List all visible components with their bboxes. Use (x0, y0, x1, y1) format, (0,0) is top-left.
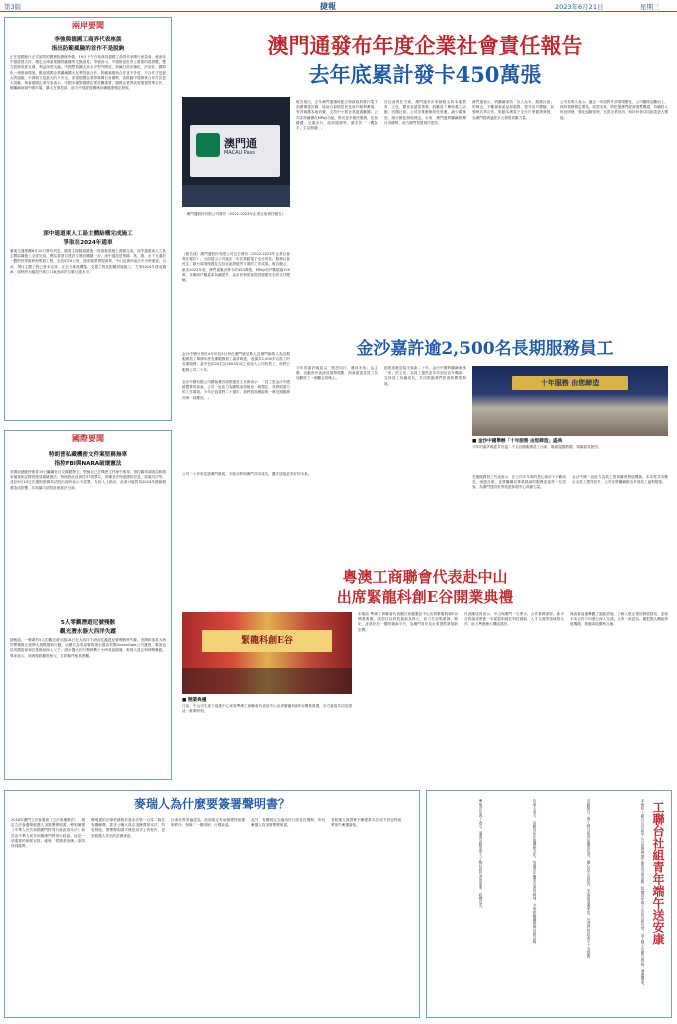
article-headline: 觀光潛水器大西洋失蹤 (60, 629, 116, 635)
article-body: 美國前總統特朗普19日繼續在社交媒體發文，堅稱自己在機密文件案中無辜，指控聯邦調查局和國家檔案和記錄管理局破壞憲法。特朗普此前被控37項罪名，涉嫌非法保留國防信息、妨礙司法等，並於6月13日在邁阿密聯邦法院出庭時表示不認罪。分析人士指出，此案可能對其2024年總統競選造成影響，共和黨內部對此案看法分歧。 (10, 470, 166, 490)
news-box-declaration (4, 790, 420, 1018)
gd-body: 本報訊 粵澳工商聯會代表團日前應邀赴中山出席緊龍科創E谷開業典禮。該項目以科技創新為核心，致力打造集研發、孵化、產業化於一體的創新平台，為澳門青年及企業提供發展新空間。 (358, 612, 458, 632)
bottom-body: 社會各界普遍認為，此項規定有助維護特區憲制秩序，保障「一國兩制」行穩致遠。 (171, 818, 245, 828)
section-title: 兩岸要聞 (72, 20, 104, 30)
vertical-headline: 工聯台社組青年端午送安康 (651, 801, 665, 945)
issue-date: 2023年6月21日 (555, 3, 604, 11)
main-photo-caption: 澳門通股份有限公司發布《2022-2023年企業社會責任報告》 (186, 212, 286, 216)
sands-body: 公司二十年來見證澳門發展，今後亦將與澳門共同成長，攜手迎接更美好的未來。 (182, 472, 312, 476)
main-article-column: 報告指出，去年澳門通積極配合特區政府推行電子消費優惠計劃，協助合資格居民及商戶順利參與，有效刺激本地消費，支持中小微企業渡過難關。公司亦持續優化MPay功能，推出更多便民服務，包括繳費、交通出行、政府服務等，讓市民「一機在手，生活無憂」。 (296, 100, 378, 131)
section-title: 國際要聞 (72, 433, 104, 443)
article-headline: 5人零觀潛遊尼號殘骸 (60, 620, 116, 626)
sands-body: 創建成就迎接未來新二十年，金沙中國將繼續秉承「家」的文化，為員工提供更多培訓及晉升機會，支持員工持續成長，共同推動澳門旅遊休閒業發展。 (384, 366, 466, 386)
photo-logo-en: MACAU Pass (224, 150, 255, 156)
article-headline: 爭取在2024年通車 (63, 240, 113, 246)
page-header (0, 0, 677, 12)
article-headline: 深中通道東人工島主體結構完成施工 (43, 231, 133, 237)
bottom-body: 2016年澳門立法會通過《立法會選舉法》，規定立法會選舉候選人須簽署聲明書，聲明擁護《中華人民共和國澳門特別行政區基本法》和效忠中華人民共和國澳門特別行政區。這是一項重要的制度安排，確保「愛國者治澳」原則得到落實。 (11, 818, 85, 849)
sands-group-photo (472, 366, 668, 436)
masthead: 捷報 (320, 1, 336, 11)
bottom-body: 若候選人被證實不擁護基本法或不效忠特區，將喪失參選資格。 (331, 818, 405, 828)
vertical-body: 參與青年義工表示，通過活動更深入了解社區長者的需要，收穫良多。 (479, 799, 483, 911)
article-body: 正在德國進行正式訪問的國務院總理李強，19日下午在柏林同德國工商界代表舉行座談會，就深化中德經貿合作、穩定全球產業鏈供應鏈等交換意見。李強表示，中德都是世界上重要的經濟體，雙方經濟高度互補，利益深度交融。中國堅持擴大高水平對外開放，持續打造市場化、法治化、國際化一流營商環境，歡迎德國企業繼續擴大在華投資合作。防範風險與合作並不矛盾，不合作才是最大的風險，不發展才是最大的不安全。希望德國企業界發揮自身優勢，為推動中德務實合作作出更大貢獻。與會德國企業代表表示，中國市場對德國企業至關重要，德國企業界高度重視對華合作，願繼續深耕中國市場，擴大在華投資，助力中德經貿關係持續健康穩定發展。 (10, 55, 166, 91)
main-article-column: 在社會責任方面，澳門通多年來積極支持本地教育、文化、體育及慈善事業，鼓勵員工參與義工活動，回饋社會。公司亦推動無紙化營運，減少碳排放，踐行綠色發展理念。未來，澳門通將繼續發揮自身優勢，助力澳門智慧城市建設。 (384, 100, 466, 125)
gd-photo-caption-title: ■ 開業典禮 (182, 698, 207, 703)
article-headline: 指控FBI與NARA破壞憲法 (54, 461, 122, 467)
page-number: 第3版 (4, 3, 22, 11)
main-article-column: 公司負責人表示，過去一年面對外部環境變化，公司團隊迎難而上，保持業務穩定增長。展望未來，將把握澳門經濟復甦機遇，持續投入科技研發，強化風險管理，完善企業管治，與持份者共同創造更大價值。 (560, 100, 668, 120)
bottom-headline: 麥瑞人為什麼要簽署聲明書？ (133, 797, 290, 811)
sands-body: 金沙中國一直致力為員工提供職業發展機會，本年度共有數百名員工獲得晉升，公司亦將繼續推出多項員工福利措施。 (572, 475, 668, 485)
news-box-cross-strait (4, 17, 172, 421)
main-headline-line1: 澳門通發布年度企業社會責任報告 (267, 33, 583, 58)
photo-logo-text: 澳門通 (224, 137, 257, 150)
photo-banner: 十年服務 由您締造 (512, 376, 628, 390)
main-photo (182, 97, 290, 207)
article-body: 據報道，一艘載有5人的觀光潛水器18日在大西洋下潛前往鐵達尼號殘骸時失聯。美國和加拿大海岸警衛隊正展開大規模搜救行動。這艘名為泰坦號的潛水器由美國OceanGate公司運營，乘客包括英國富商和巴基斯坦商人父子。潛水器大約只剩餘數十小時氧氣儲備，救援人員正與時間賽跑。專家表示，深海搜救難度極大，打撈條件極其困難。 (10, 638, 166, 658)
main-article-column: 澳門通表示，將繼續秉持「以人為本、服務社會」的理念，不斷創新產品和服務，提升用戶體驗，加強與各界合作，推動本澳電子支付行業健康發展，為澳門經濟適度多元發展貢獻力量。 (472, 100, 554, 120)
gd-body: 與會嘉賓還參觀了園區設施，了解入駐企業的發展情況，並就未來合作方向進行深入交流。大家一致認為，應把握大灣區發展機遇，推動兩地優勢互補。 (570, 612, 668, 627)
issue-weekday: 星期三 (640, 3, 660, 11)
sands-photo-caption: 今年的嘉許晚宴共有逾二千名長期服務員工出席，場面溫馨熱鬧，現場氣氛熱烈。 (472, 445, 602, 449)
gd-headline-line1: 粵澳工商聯會代表赴中山 (342, 568, 508, 586)
vertical-body: 活動當日，義工們分組探訪獨居長者，關心其生活狀況，並協助清潔家居，長者們對此表示十分感謝。 (587, 799, 591, 961)
sands-body: 今年的嘉許晚宴以「感恩同行，邁向未來」為主題，活動設有表演及抽獎環節，與會嘉賓及員工共同歡度了一個難忘的晚上。 (296, 366, 378, 381)
article-body: 廣東交通集團6月20日發布消息，隨着主線隧道最後一段頂板混凝土澆築完成，深中通道東人工島主體結構施工全部完成，標誌着項目建設又邁出關鍵一步。深中通道是集橋、島、隧、水下互通於一體的世界級跨海集群工程，全長約24公里，建成後將實現深圳、中山及廣州南沙半小時通達。目前，項目主體工程已基本完成，正全力推進機電、交通工程及附屬設施施工，力爭2024年建成通車，屆時將大幅提升珠江口東西兩岸互聯互通水平。 (10, 249, 166, 274)
sands-headline: 金沙嘉許逾2,500名長期服務員工 (356, 339, 614, 359)
article-headline: 特朗普私藏機密文件案堅稱無辜 (48, 452, 128, 458)
main-headline-line2: 去年底累計發卡450萬張 (308, 62, 542, 87)
news-box-vertical (426, 790, 672, 1018)
sands-photo-caption-title: ■ 金沙中國舉辦「十年服務 由您締造」盛典 (472, 439, 563, 444)
sands-body: 金沙中國有限公司總裁兼首席營運官王英偉表示：「員工是金沙中國最寶貴的資產。公司一直致力為團隊成員創造一個穩定、具發展潛力的工作環境。今年正值我們二十週年，我們很高興能與一眾長期服務同事一同慶祝。」 (182, 380, 290, 400)
gd-body: 代表團成員表示，中山與澳門一衣帶水，合作基礎深厚。新平台的落成將進一步促進兩地在科技創新、人才交流等領域的合作，助力粵港澳大灣區建設。 (464, 612, 564, 627)
sands-body: 金沙中國分別於4月份及5月份在澳門威尼斯人及澳門倫敦人為長期服務員工舉辦年度長期服務員工嘉許晚宴，表揚共2,500多名員工的長期服務。當中包括24名於2003年或之前加入公司的員工，他們已服務公司二十年。 (182, 352, 290, 372)
macau-pass-logo-icon (196, 133, 220, 157)
bottom-body: 聲明書的法律依據源於基本法第一百零二條及有關解釋，要求公職人員必須擁護基本法、效忠特區。簽署聲明書不僅是形式上的程序，更是候選人作出的莊嚴承諾。 (91, 818, 165, 838)
vertical-body: 本報訊 工聯台山社區中心日前舉辦端午節送安康活動，組織青年義工走訪社區長者，送上糉子及節日問候，傳遞關愛。 (641, 799, 645, 988)
vertical-body: 負責人表示，活動旨在弘揚傳統文化，培養青年關愛社會的精神，今後將繼續舉辦同類活動。 (533, 799, 537, 947)
main-article-column: （報告訊）澳門通股份有限公司近日發布《2022-2023年企業社會責任報告》，全面展示公司過去一年在推動電子支付普及、服務社會民生、踐行環境保護及支持社區發展等方面的工作成果。報告顯示，截至2022年底，澳門通累計發卡約450萬張，MPay用戶數超過150萬，本澳商戶覆蓋率持續提升，為市民和旅客提供便捷安全的支付體驗。 (182, 252, 290, 283)
sands-body: 長期服務員工代表表示，在公司多年來的悉心栽培下不斷成長，深感自豪，並將繼續以專業熱誠的服務迎接每一位旅客，為澳門建設世界旅遊休閒中心貢獻力量。 (472, 475, 566, 490)
gd-photo-caption: 日前，中山市生產力促進中心率領粵澳工商聯會代表赴中山出席緊龍科創E谷開業典禮，各方嘉賓共同見證這一重要時刻。 (182, 704, 352, 714)
article-headline: 李強與德國工商界代表座談 (54, 37, 122, 43)
photo-banner: 緊龍科創E谷 (202, 630, 332, 652)
gd-opening-photo (182, 612, 352, 694)
article-headline: 指出防範風險的首作不是脫鉤 (51, 46, 125, 52)
news-box-international (4, 430, 172, 780)
bottom-body: 此外，有關規定亦適用於行政長官選舉，所有參選人均須簽署聲明書。 (251, 818, 325, 828)
gd-headline-line2: 出席緊龍科創E谷開業典禮 (336, 588, 514, 606)
